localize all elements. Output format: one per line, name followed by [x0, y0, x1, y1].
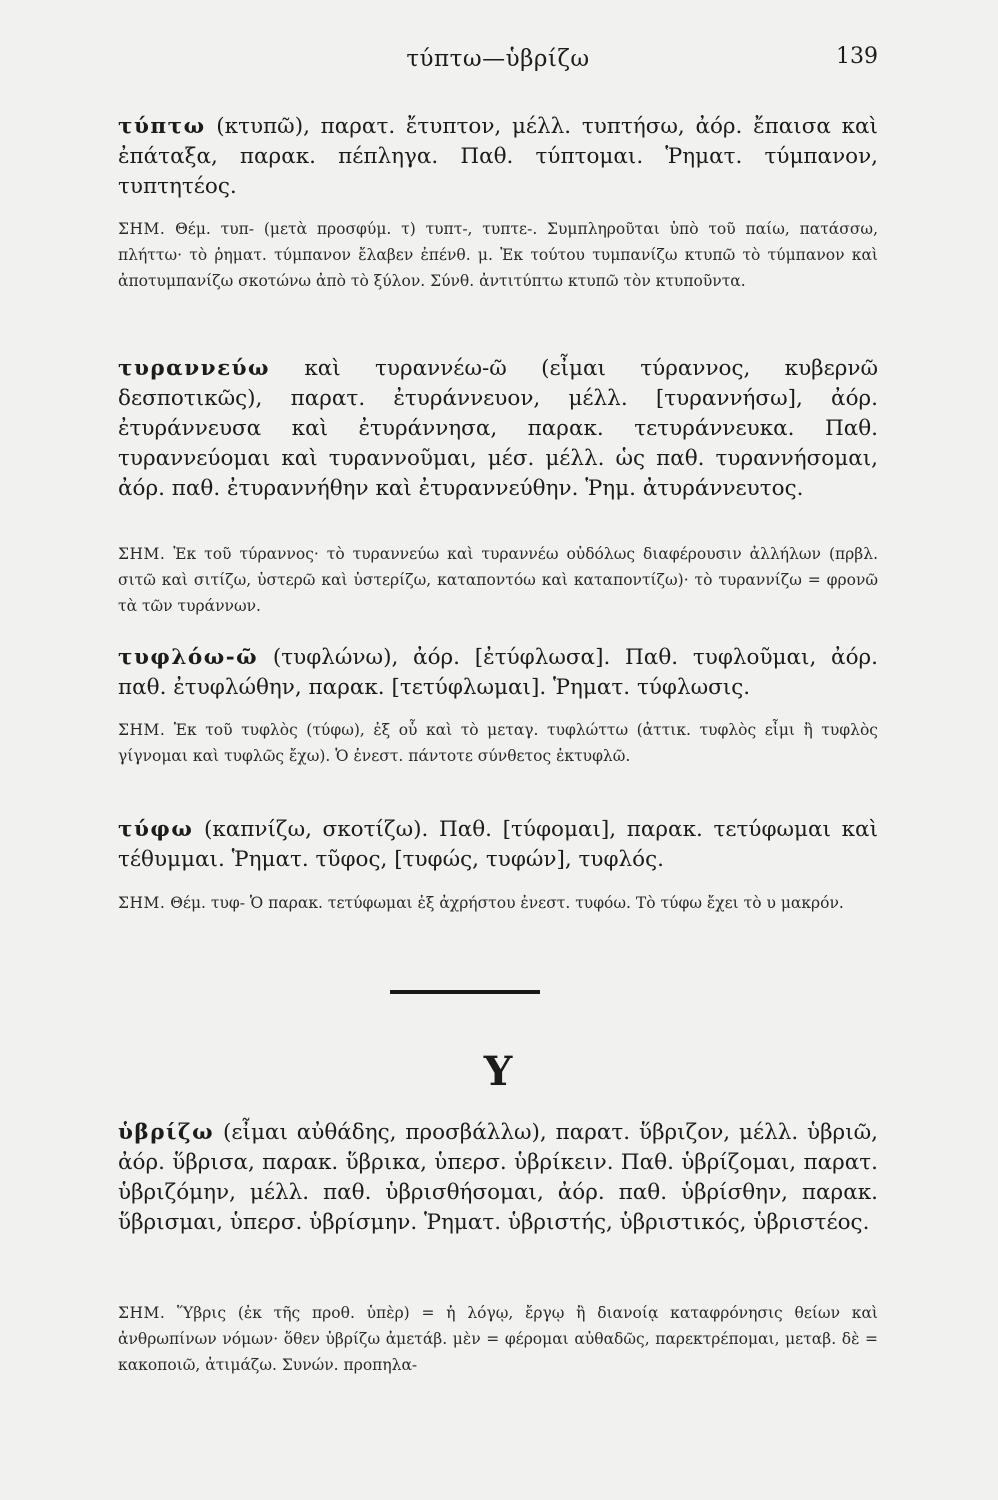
entry-lemma: τύπτω [118, 114, 206, 139]
note-tag: ΣΗΜ. [118, 721, 166, 739]
running-head: τύπτω—ὑβρίζω [406, 46, 590, 72]
note-tag: ΣΗΜ. [118, 545, 166, 563]
note-typho [118, 890, 878, 916]
page-number: 139 [836, 44, 878, 69]
note-text: Ἐκ τοῦ τύραννος· τὸ τυραννεύω καὶ τυραννέω οὐδόλως διαφέρουσιν ἀλλήλων (πρβλ. σιτῶ καὶ σιτίζω, ὑστερῶ καὶ ὑστερίζω, καταποντόω καὶ καταποντίζω)· τὸ τυραννίζω = φρονῶ τὰ τῶν τυράννων. [118, 545, 878, 615]
entry-typho [118, 815, 878, 875]
entry-lemma: τυραννεύω [118, 356, 271, 381]
entry-text: (εἶμαι αὐθάδης, προσβάλλω), παρατ. ὕβριζον, μέλλ. ὑβριῶ, ἀόρ. ὕβρισα, παρακ. ὕβρικα, ὑπερσ. ὑβρίκειν. Παθ. ὑβρίζομαι, παρατ. ὑβριζόμην, μέλλ. παθ. ὑβρισθήσομαι, ἀόρ. παθ. ὑβρίσθην, παρακ. ὕβρισμαι, ὑπερσ. ὑβρίσμην. Ῥηματ. ὑβριστής, ὑβριστικός, ὑβριστέος. [118, 1120, 878, 1235]
note-text: Ὕβρις (ἐκ τῆς προθ. ὑπὲρ) = ἡ λόγῳ, ἔργῳ ἢ διανοίᾳ καταφρόνησις θείων καὶ ἀνθρωπίνων νόμων· ὅθεν ὑβρίζω ἀμετάβ. μὲν = φέρομαι αὐθαδῶς, παρεκτρέπομαι, μεταβ. δὲ = κακοποιῶ, ἀτιμάζω. Συνών. προπηλα- [118, 1304, 878, 1374]
note-typto [118, 216, 878, 294]
entry-typto [118, 112, 878, 202]
note-tag: ΣΗΜ. [118, 220, 166, 238]
note-text: Θέμ. τυπ- (μετὰ προσφύμ. τ) τυπτ-, τυπτε-. Συμπληροῦται ὑπὸ τοῦ παίω, πατάσσω, πλήττω· τὸ ῥηματ. τύμπανον ἔλαβεν ἐπένθ. μ. Ἐκ τούτου τυμπανίζω κτυπῶ τὸ τύμπανον καὶ ἀποτυμπανίζω σκοτώνω ἀπὸ τὸ ξύλον. Σύνθ. ἀντιτύπτω κτυπῶ τὸν κτυποῦντα. [118, 220, 878, 290]
entry-hybrizo [118, 1118, 878, 1238]
note-text: Ἐκ τοῦ τυφλὸς (τύφω), ἐξ οὗ καὶ τὸ μεταγ. τυφλώττω (ἀττικ. τυφλὸς εἶμι ἢ τυφλὸς γίγνομαι καὶ τυφλῶς ἔχω). Ὁ ἐνεστ. πάντοτε σύνθετος ἐκτυφλῶ. [118, 721, 878, 765]
section-letter: Υ [483, 1048, 513, 1095]
entry-text: (τυφλώνω), ἀόρ. [ἐτύφλωσα]. Παθ. τυφλοῦμαι, ἀόρ. παθ. ἐτυφλώθην, παρακ. [τετύφλωμαι]. Ῥηματ. τύφλωσις. [118, 645, 878, 700]
note-tag: ΣΗΜ. [118, 894, 166, 912]
entry-lemma: τύφω [118, 817, 194, 842]
dictionary-page [118, 0, 878, 1500]
entry-typhloo [118, 643, 878, 703]
page-header [118, 42, 878, 82]
note-hybrizo [118, 1300, 878, 1378]
entry-text: καὶ τυραννέω-ῶ (εἶμαι τύραννος, κυβερνῶ δεσποτικῶς), παρατ. ἐτυράννευον, μέλλ. [τυραννήσω], ἀόρ. ἐτυράννευσα καὶ ἐτυράννησα, παρακ. τετυράννευκα. Παθ. τυραννεύομαι καὶ τυραννοῦμαι, μέσ. μέλλ. ὡς παθ. τυραννήσομαι, ἀόρ. παθ. ἐτυραννήθην καὶ ἐτυραννεύθην. Ῥημ. ἀτυράννευτος. [118, 356, 878, 501]
entry-lemma: τυφλόω-ῶ [118, 645, 259, 670]
entry-text: (κτυπῶ), παρατ. ἔτυπτον, μέλλ. τυπτήσω, ἀόρ. ἔπαισα καὶ ἐπάταξα, παρακ. πέπληγα. Παθ. τύπτομαι. Ῥηματ. τύμπανον, τυπτητέος. [118, 114, 878, 199]
note-tag: ΣΗΜ. [118, 1304, 166, 1322]
note-text: Θέμ. τυφ- Ὁ παρακ. τετύφωμαι ἐξ ἀχρήστου ἐνεστ. τυφόω. Τὸ τύφω ἔχει τὸ υ μακρόν. [165, 894, 844, 912]
entry-lemma: ὑβρίζω [118, 1120, 215, 1145]
note-tyranneuo [118, 541, 878, 619]
entry-tyranneuo [118, 354, 878, 504]
entry-text: (καπνίζω, σκοτίζω). Παθ. [τύφομαι], παρακ. τετύφωμαι καὶ τέθυμμαι. Ῥηματ. τῦφος, [τυφώς, τυφών], τυφλός. [118, 817, 878, 872]
note-typhloo [118, 717, 878, 769]
section-rule [390, 990, 540, 994]
